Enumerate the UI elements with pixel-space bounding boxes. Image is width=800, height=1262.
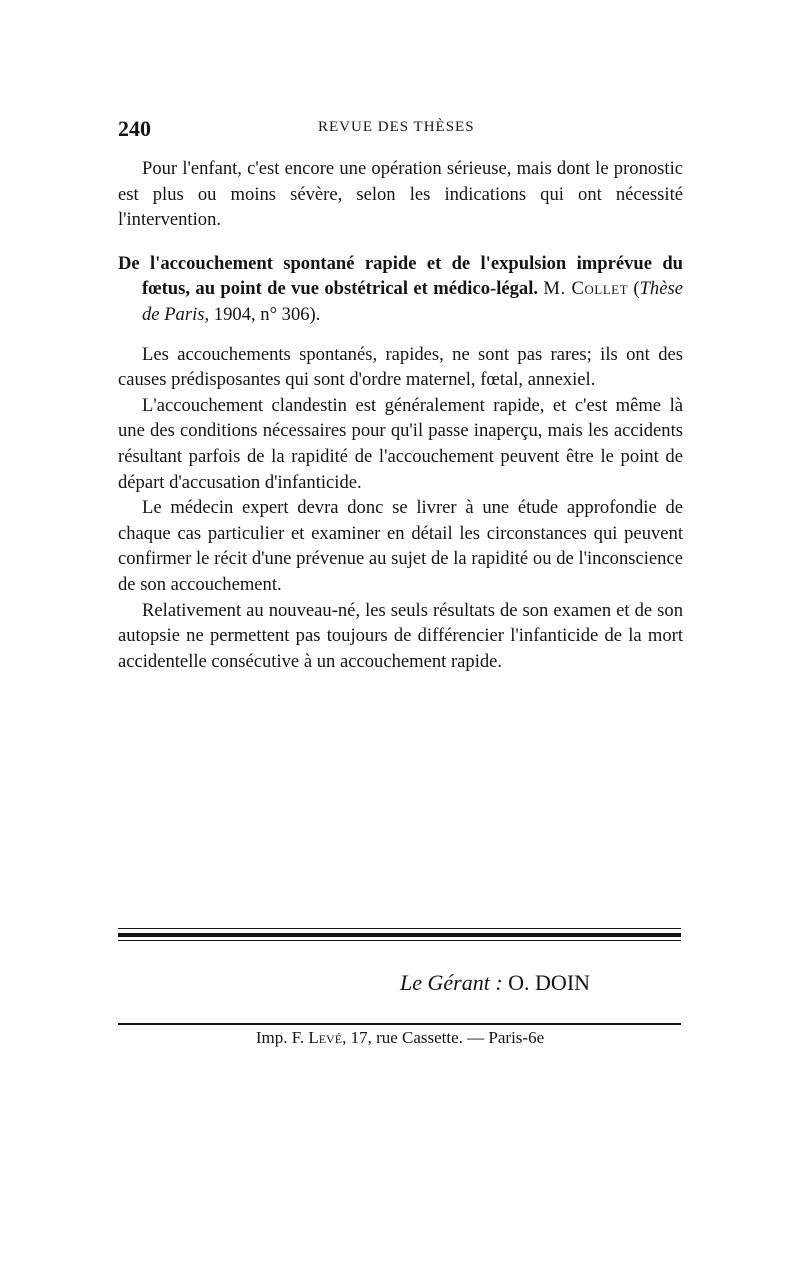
body-paragraph: L'accouchement clandestin est généralement rapide, et c'est même là une des conditions nécessaires pour qu'il passe inaperçu, mais les accidents résultant parfois de la rapidité de l'accouchement peuvent être le point de départ d'accusation d'infanticide. <box>118 394 683 493</box>
divider-rule <box>118 928 681 929</box>
body-paragraph: Relativement au nouveau-né, les seuls résultats de son examen et de son autopsie ne permettent pas toujours de différencier l'infanticide de la mort accidentelle consécutive à un accouchement rapide. <box>118 599 683 672</box>
article-source: (Thèse de Paris, 1904, n° 306). <box>142 278 683 325</box>
article-source-title: Thèse de Paris <box>142 278 683 325</box>
page-body <box>118 156 683 674</box>
divider-rule <box>118 933 681 937</box>
gerant-name: O. DOIN <box>508 970 591 995</box>
article-author: M. Collet <box>543 278 629 300</box>
article-source-details: , 1904, n° 306). <box>204 303 321 325</box>
body-paragraph: Les accouchements spontanés, rapides, ne sont pas rares; ils ont des causes prédisposantes qui sont d'ordre maternel, fœtal, annexiel. <box>118 343 683 391</box>
divider-rule <box>118 940 681 941</box>
printer-imprint <box>0 1028 800 1048</box>
printer-name: Levé <box>308 1028 343 1047</box>
article-title: De l'accouchement spontané rapide et de l'expulsion imprévue du fœtus, au point de vue obstétrical et médico-légal. <box>118 252 683 300</box>
printer-prefix: Imp. F. <box>255 1028 305 1047</box>
gerant-signature <box>400 970 690 996</box>
page-header <box>118 116 683 146</box>
printer-suffix: , 17, rue Cassette. — Paris-6e <box>342 1028 545 1047</box>
article-heading <box>118 251 683 328</box>
page-number: 240 <box>118 116 151 141</box>
intro-paragraph: Pour l'enfant, c'est encore une opération sérieuse, mais dont le pronostic est plus ou moins sévère, selon les indications qui ont nécessité l'intervention. <box>118 158 683 231</box>
running-title: REVUE DES THÈSES <box>318 119 475 135</box>
body-paragraph: Le médecin expert devra donc se livrer à une étude approfondie de chaque cas particulier et examiner en détail les circonstances qui peuvent confirmer le récit d'une prévenue au sujet de la rapidité ou de l'inconscience de son accouchement. <box>118 497 683 595</box>
gerant-label: Le Gérant : <box>400 970 503 995</box>
divider-rule <box>118 1023 681 1025</box>
